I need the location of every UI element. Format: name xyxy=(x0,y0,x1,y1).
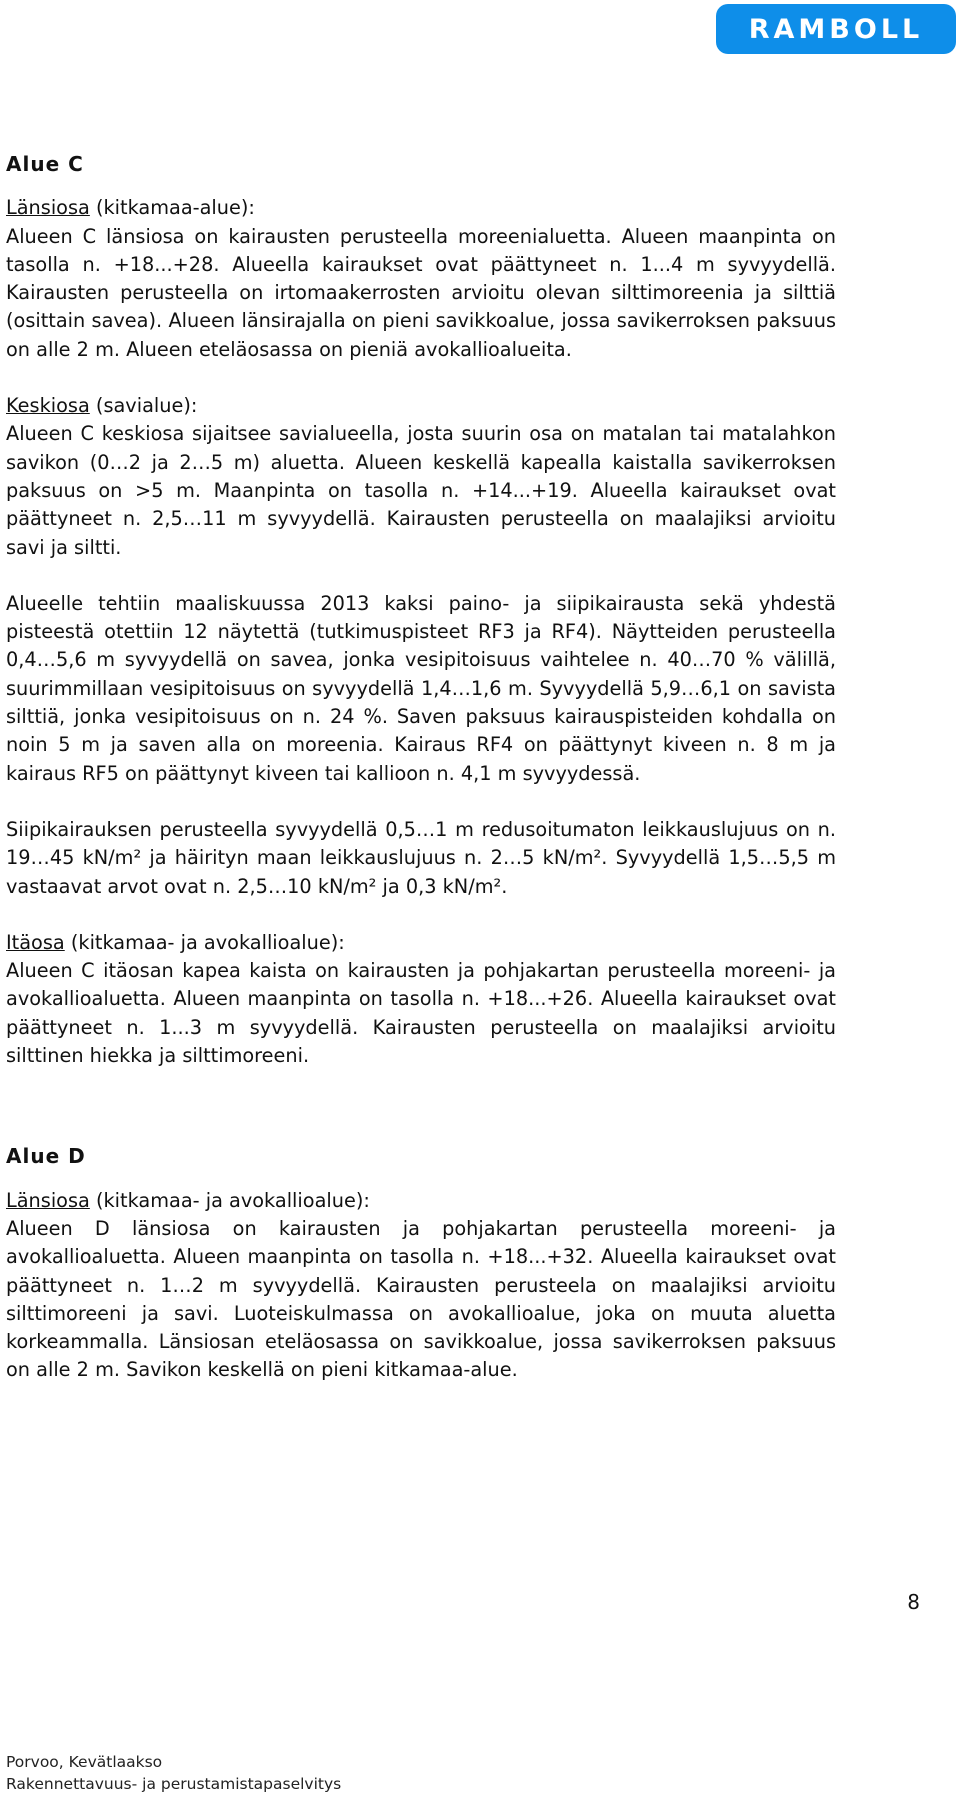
paragraph-alue-c-siipikairaus: Siipikairauksen perusteella syvyydellä 0,5…1 m redusoitumaton leikkauslujuus on n. 19…45 kN/m² ja häirityn maan leikkauslujuus n. 2…5 kN/m². Syvyydellä 1,5…5,5 m vastaavat arvot ovat n. 2,5…10 kN/m² ja 0,3 kN/m². xyxy=(6,817,836,898)
paragraph-text: Alueen D länsiosa on kairausten ja pohjakartan perusteella moreeni- ja avokallioaluetta. Alueen maanpinta on tasolla n. +18...+32. Alueella kairaukset ovat päättyneet n. 1…2 m syvyydellä. Kairausten perusteela on maalajiksi arvioitu silttimoreeni ja savi. Luoteiskulmassa on avokallioalue, joka on muuta aluetta korkeammalla. Länsiosan eteläosassa on savikkoalue, jossa savikerroksen paksuus on alle 2 m. Savikon keskellä on pieni kitkamaa-alue. xyxy=(6,1216,836,1382)
ramboll-logo: RAMBOLL xyxy=(716,4,956,54)
paragraph-text: Alueen C itäosan kapea kaista on kairausten ja pohjakartan perusteella moreeni- ja avokallioaluetta. Alueen maanpinta on tasolla n. +18...+26. Alueella kairaukset ovat päättyneet n. 1...3 m syvyydellä. Kairausten perusteella on maalajiksi arvioitu silttinen hiekka ja silttimoreeni. xyxy=(6,959,836,1068)
paragraph-alue-c-itaosa xyxy=(6,929,836,1070)
paragraph-alue-d-lansiosa xyxy=(6,1187,836,1385)
subheading-itaosa: Itäosa (kitkamaa- ja avokallioalue): xyxy=(6,930,345,954)
section-title-alue-c: Alue C xyxy=(6,152,84,176)
paragraph-text: Alueen C länsiosa on kairausten perusteella moreenialuetta. Alueen maanpinta on tasolla n. +18...+28. Alueella kairaukset ovat päättyneet n. 1...4 m syvyydellä. Kairausten perusteella on irtomaakerrosten arvioitu olevan silttimoreenia ja silttiä (osittain savea). Alueen länsirajalla on pieni savikkoalue, jossa savikerroksen paksuus on alle 2 m. Alueen eteläosassa on pieniä avokallioalueita. xyxy=(6,224,836,361)
page-number: 8 xyxy=(907,1590,920,1614)
document-body xyxy=(6,150,836,1413)
subheading-lansiosa: Länsiosa (kitkamaa-alue): xyxy=(6,196,255,220)
paragraph-alue-c-keskiosa xyxy=(6,392,836,562)
subheading-lansiosa: Länsiosa (kitkamaa- ja avokallioalue): xyxy=(6,1188,370,1212)
footer-location: Porvoo, Kevätlaakso xyxy=(6,1753,163,1771)
section-title-alue-d: Alue D xyxy=(6,1144,86,1169)
spacer xyxy=(6,1098,836,1142)
subheading-keskiosa: Keskiosa (savialue): xyxy=(6,394,198,418)
footer xyxy=(6,1751,341,1795)
paragraph-text: Alueen C keskiosa sijaitsee savialueella, josta suurin osa on matalan tai matalahkon savikon (0…2 ja 2…5 m) aluetta. Alueen keskellä kapealla kaistalla savikerroksen paksuus on >5 m. Maanpinta on tasolla n. +14...+19. Alueella kairaukset ovat päättyneet n. 2,5…11 m syvyydellä. Kairausten perusteella on maalajiksi arvioitu savi ja siltti. xyxy=(6,422,836,559)
footer-report-title: Rakennettavuus- ja perustamistapaselvitys xyxy=(6,1775,342,1793)
paragraph-alue-c-tutkimukset: Alueelle tehtiin maaliskuussa 2013 kaksi paino- ja siipikairausta sekä yhdestä pisteestä otettiin 12 näytettä (tutkimuspisteet RF3 ja RF4). Näytteiden perusteella 0,4…5,6 m syvyydellä on savea, jonka vesipitoisuus vaihtelee n. 40…70 % välillä, suurimmillaan vesipitoisuus on syvyydellä 1,4…1,6 m. Syvyydellä 5,9…6,1 on savista silttiä, jonka vesipitoisuus on n. 24 %. Saven paksuus kairauspisteiden kohdalla on noin 5 m ja saven alla on moreenia. Kairaus RF4 on päättynyt kiveen n. 8 m ja kairaus RF5 on päättynyt kiveen tai kallioon n. 4,1 m syvyydessä. xyxy=(6,591,836,785)
paragraph-alue-c-lansiosa xyxy=(6,194,836,364)
